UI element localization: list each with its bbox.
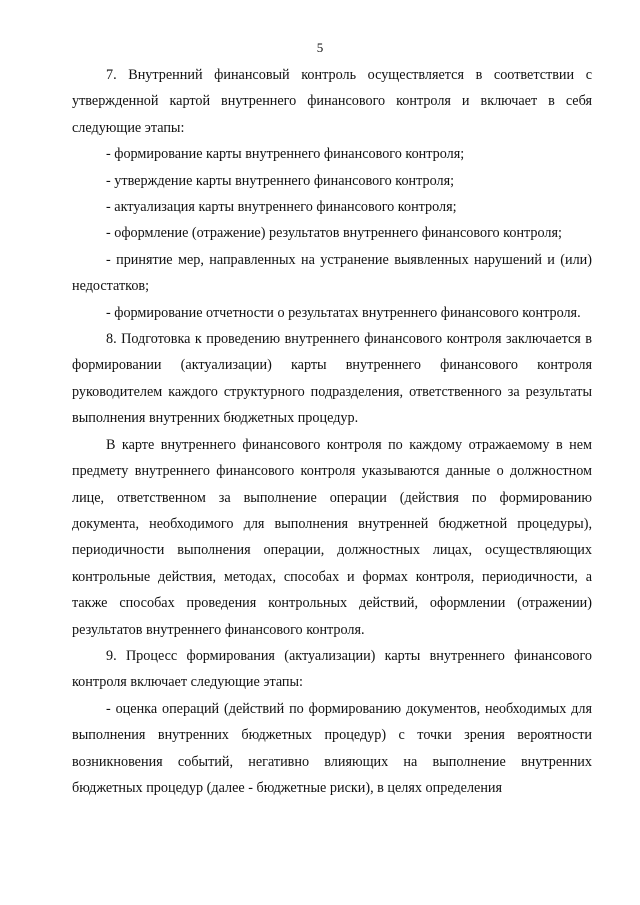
list-item: - оформление (отражение) результатов внутреннего финансового контроля; bbox=[106, 225, 562, 242]
document-body bbox=[72, 62, 592, 801]
paragraph-8: 8. Подготовка к проведению внутреннего финансового контроля заключается в формировании (актуализации) карты внутреннего финансового контроля руководителем каждого структурного подразделения, ответственного за результаты выполнения внутренних бюджетных процедур. bbox=[72, 331, 592, 427]
paragraph-8-map: В карте внутреннего финансового контроля по каждому отражаемому в нем предмету внутреннего финансового контроля указываются данные о должностном лице, ответственном за выполнение операции (действия по формированию документа, необходимого для выполнения внутренней бюджетной процедуры), периодичности выполнения операции, должностных лицах, осуществляющих контрольные действия, методах, способах и формах контроля, периодичности, а также способах проведения контрольных действий, оформлении (отражении) результатов внутреннего финансового контроля. bbox=[72, 436, 592, 638]
list-item: - формирование карты внутреннего финансового контроля; bbox=[106, 146, 465, 163]
list-item: - формирование отчетности о результатах внутреннего финансового контроля. bbox=[106, 304, 581, 321]
list-item: - оценка операций (действий по формированию документов, необходимых для выполнения внутренних бюджетных процедур) с точки зрения вероятности возникновения событий, негативно влияющих на выполнение внутренних бюджетных процедур (далее - бюджетные риски), в целях определения bbox=[72, 700, 592, 796]
page-number: 5 bbox=[316, 40, 324, 55]
list-item: - актуализация карты внутреннего финансового контроля; bbox=[106, 199, 457, 216]
list-item: - принятие мер, направленных на устранение выявленных нарушений и (или) недостатков; bbox=[72, 251, 592, 295]
paragraph-9-intro: 9. Процесс формирования (актуализации) карты внутреннего финансового контроля включает следующие этапы: bbox=[72, 647, 592, 691]
paragraph-7-intro: 7. Внутренний финансовый контроль осуществляется в соответствии с утвержденной картой внутреннего финансового контроля и включает в себя следующие этапы: bbox=[72, 67, 592, 136]
list-item: - утверждение карты внутреннего финансового контроля; bbox=[106, 172, 455, 189]
